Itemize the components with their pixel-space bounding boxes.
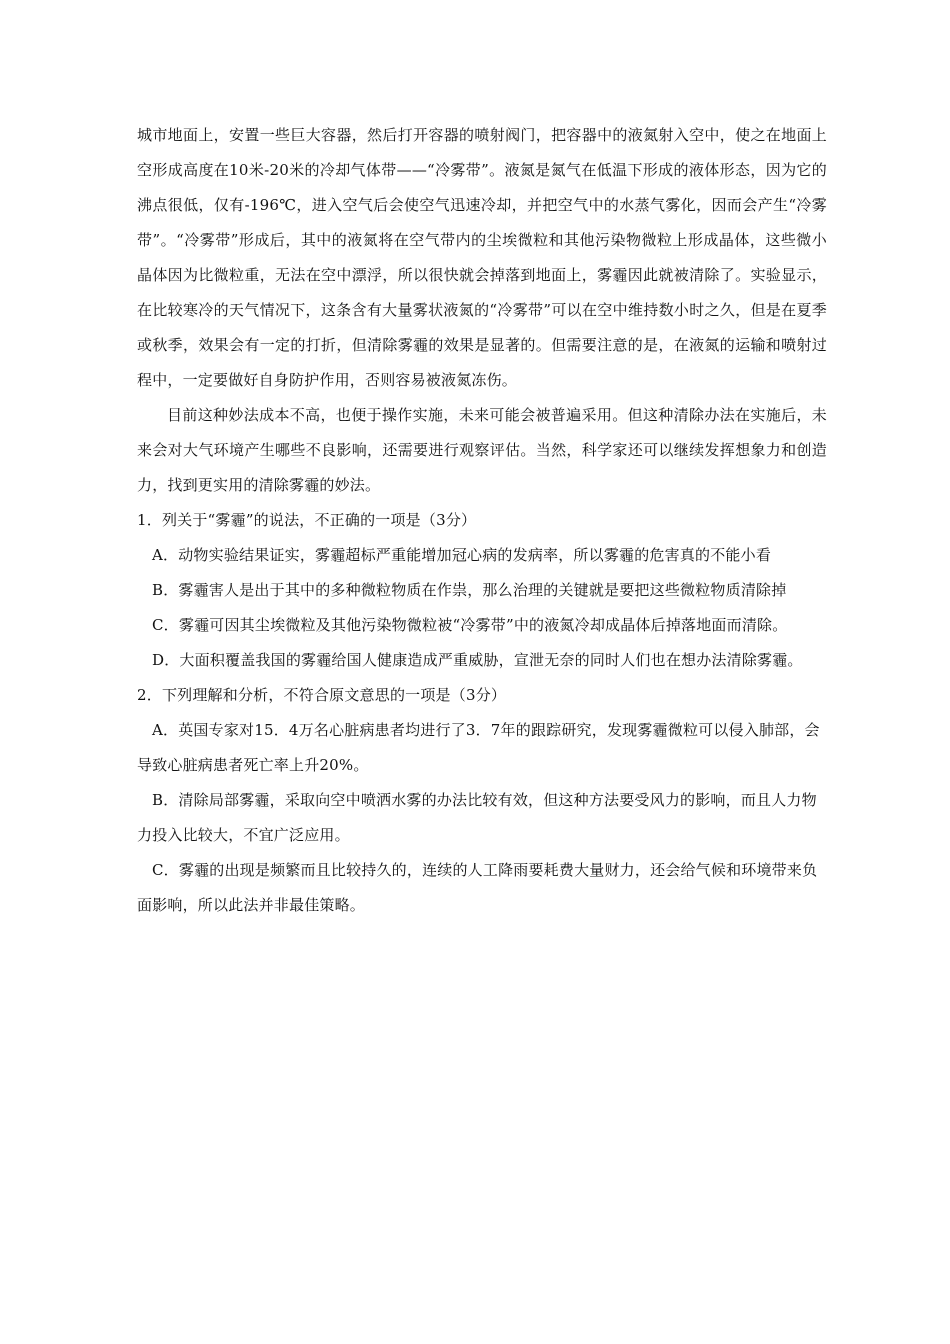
question-stem: 2．下列理解和分析，不符合原文意思的一项是（3分） bbox=[137, 686, 507, 704]
option-b: B．雾霾害人是出于其中的多种微粒物质在作祟，那么治理的关键就是要把这些微粒物质清除掉 bbox=[152, 581, 787, 599]
passage-paragraph-2: 目前这种妙法成本不高，也便于操作实施，未来可能会被普遍采用。但这种清除办法在实施后，未来会对大气环境产生哪些不良影响，还需要进行观察评估。当然，科学家还可以继续发挥想象力和创造力，找到更实用的清除雾霾的妙法。 bbox=[137, 406, 827, 494]
option-c: C．雾霾的出现是频繁而且比较持久的，连续的人工降雨要耗费大量财力，还会给气候和环境带来负面影响，所以此法并非最佳策略。 bbox=[137, 861, 818, 914]
passage-paragraph-1: 城市地面上，安置一些巨大容器，然后打开容器的喷射阀门，把容器中的液氮射入空中，使之在地面上空形成高度在10米-20米的冷却气体带——“冷雾带”。液氮是氮气在低温下形成的液体形态，因为它的沸点很低，仅有-196℃，进入空气后会使空气迅速冷却，并把空气中的水蒸气雾化，因而会产生“冷雾带”。“冷雾带”形成后，其中的液氮将在空气带内的尘埃微粒和其他污染物微粒上形成晶体，这些微小晶体因为比微粒重，无法在空中漂浮，所以很快就会掉落到地面上，雾霾因此就被清除了。实验显示，在比较寒冷的天气情况下，这条含有大量雾状液氮的“冷雾带”可以在空中维持数小时之久，但是在夏季或秋季，效果会有一定的打折，但清除雾霾的效果是显著的。但需要注意的是，在液氮的运输和喷射过程中，一定要做好自身防护作用，否则容易被液氮冻伤。 bbox=[137, 126, 827, 389]
option-c: C．雾霾可因其尘埃微粒及其他污染物微粒被“冷雾带”中的液氮冷却成晶体后掉落地面而清除。 bbox=[152, 616, 788, 634]
option-d: D．大面积覆盖我国的雾霾给国人健康造成严重威胁，宣泄无奈的同时人们也在想办法清除雾霾。 bbox=[152, 651, 803, 669]
question-2 bbox=[137, 678, 827, 923]
question-stem: 1．列关于“雾霾”的说法，不正确的一项是（3分） bbox=[137, 511, 477, 529]
document-page bbox=[137, 118, 827, 923]
question-1 bbox=[137, 503, 827, 678]
option-b: B．清除局部雾霾，采取向空中喷洒水雾的办法比较有效，但这种方法要受风力的影响，而且人力物力投入比较大，不宜广泛应用。 bbox=[137, 791, 817, 844]
option-a: A．动物实验结果证实，雾霾超标严重能增加冠心病的发病率，所以雾霾的危害真的不能小看 bbox=[152, 546, 772, 564]
option-a: A．英国专家对15．4万名心脏病患者均进行了3．7年的跟踪研究，发现雾霾微粒可以侵入肺部，会导致心脏病患者死亡率上升20%。 bbox=[137, 721, 820, 774]
